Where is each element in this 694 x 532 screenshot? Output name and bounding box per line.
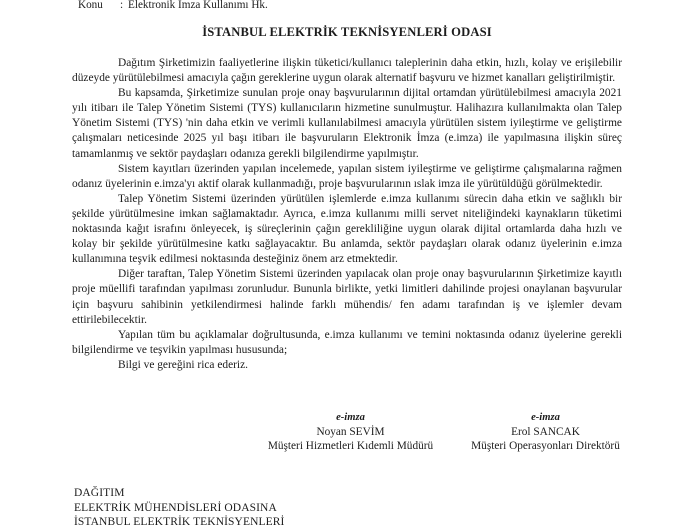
paragraph-2: Bu kapsamda, Şirketimize sunulan proje onay başvurularının dijital ortamdan yürütülebilmesi amacıyla 2021 yılı itibarı ile Talep Yönetim Sistemi (TYS) kullanıcıların hizmetine sunulmuştur. Halihazıra kullanılmakta olan Talep Yönetim Sistemi (TYS) 'nin daha etkin ve verimli kullanılabilmesi amacıyla yürütülen sistem iyileştirme ve geliştirme çalışmaları neticesinde 2025 yıl başı itibarı ile başvuruların Elektronik İmza (e.imza) ile yapılmasına ilişkin süreç tamamlanmış ve sektör paydaşları odanıza gerekli bilgilendirme yapılmıştır. xyxy=(72,87,622,160)
distribution-list xyxy=(74,486,574,530)
paragraph-5: Diğer taraftan, Talep Yönetim Sistemi üzerinden yapılacak olan proje onay başvurularının Şirketimize kayıtlı proje müellifi tarafından yapılması zorunludur. Bununla birlikte, yetki limitleri dahilinde projesi onaylanan başvurular için başvuru sahibinin yetkilendirmesi halinde farklı mühendis/ fen adamı tarafından iş ve işlemler devam ettirilebilecektir. xyxy=(72,268,622,326)
distribution-recipient-2: İSTANBUL ELEKTRİK TEKNİSYENLERİ xyxy=(74,516,285,529)
signature-right xyxy=(448,411,643,453)
paragraph-1: Dağıtım Şirketimizin faaliyetlerine ilişkin tüketici/kullanıcı taleplerinin daha etkin, hızlı, kolay ve erişilebilir düzeyde yürütülebilmesi amacıyla çağın gereklerine uygun olarak alternatif başvuru ve hizmet kanalları geliştirilmiştir. xyxy=(72,57,622,85)
signatory-name: Noyan SEVİM xyxy=(316,426,385,438)
distribution-heading: DAĞITIM xyxy=(74,487,125,499)
subject-value: Elektronik İmza Kullanımı Hk. xyxy=(128,0,268,10)
paragraph-3: Sistem kayıtları üzerinden yapılan incelemede, yapılan sistem iyileştirme ve geliştirme çalışmalarına rağmen odanız üyelerinin e.imza'yı aktif olarak kullanmadığı, proje başvurularının ıslak imza ile yürütüldüğü görülmektedir. xyxy=(72,162,622,190)
e-imza-label: e-imza xyxy=(336,412,365,423)
distribution-recipient-1: ELEKTRİK MÜHENDİSLERİ ODASINA xyxy=(74,501,277,514)
signature-block xyxy=(253,411,643,453)
subject-label: Konu xyxy=(78,0,103,10)
e-imza-label: e-imza xyxy=(531,412,560,423)
subject-separator: : xyxy=(120,0,124,10)
signatory-role: Müşteri Hizmetleri Kıdemli Müdürü xyxy=(267,440,434,452)
signature-left xyxy=(253,411,448,453)
document-header xyxy=(0,0,694,10)
signatory-name: Erol SANCAK xyxy=(511,426,580,438)
page-title: İSTANBUL ELEKTRİK TEKNİSYENLERİ ODASI xyxy=(202,25,492,39)
document-body xyxy=(72,56,622,373)
signatory-role: Müşteri Operasyonları Direktörü xyxy=(471,440,620,452)
paragraph-6: Yapılan tüm bu açıklamalar doğrultusunda, e.imza kullanımı ve temini noktasında odanız üyelerine gerekli bilgilendirme ve teşvikin yapılması hususunda; xyxy=(72,328,622,356)
paragraph-7-closing: Bilgi ve gereğini rica ederiz. xyxy=(118,358,248,371)
subject-row xyxy=(78,0,268,10)
paragraph-4: Talep Yönetim Sistemi üzerinden yürütülen işlemlerde e.imza kullanımı sürecin daha etkin ve sağlıklı bir şekilde yürütülmesine imkan sağlamaktadır. Ayrıca, e.imza kullanımı milli servet niteliğindeki kaynakların tüketimi noktasında kağıt israfını önleyecek, iş süreçlerinin çağın gerekliliğine uygun olarak dijital ortamlarda daha hızlı ve kolay bir şekilde yürütülmesine katkı sağlayacaktır. Bu anlamda, sektör paydaşları olarak odanız üyelerinin e.imza kullanımına teşvik edilmesi noktasında desteğiniz önem arz etmektedir. xyxy=(72,192,622,266)
